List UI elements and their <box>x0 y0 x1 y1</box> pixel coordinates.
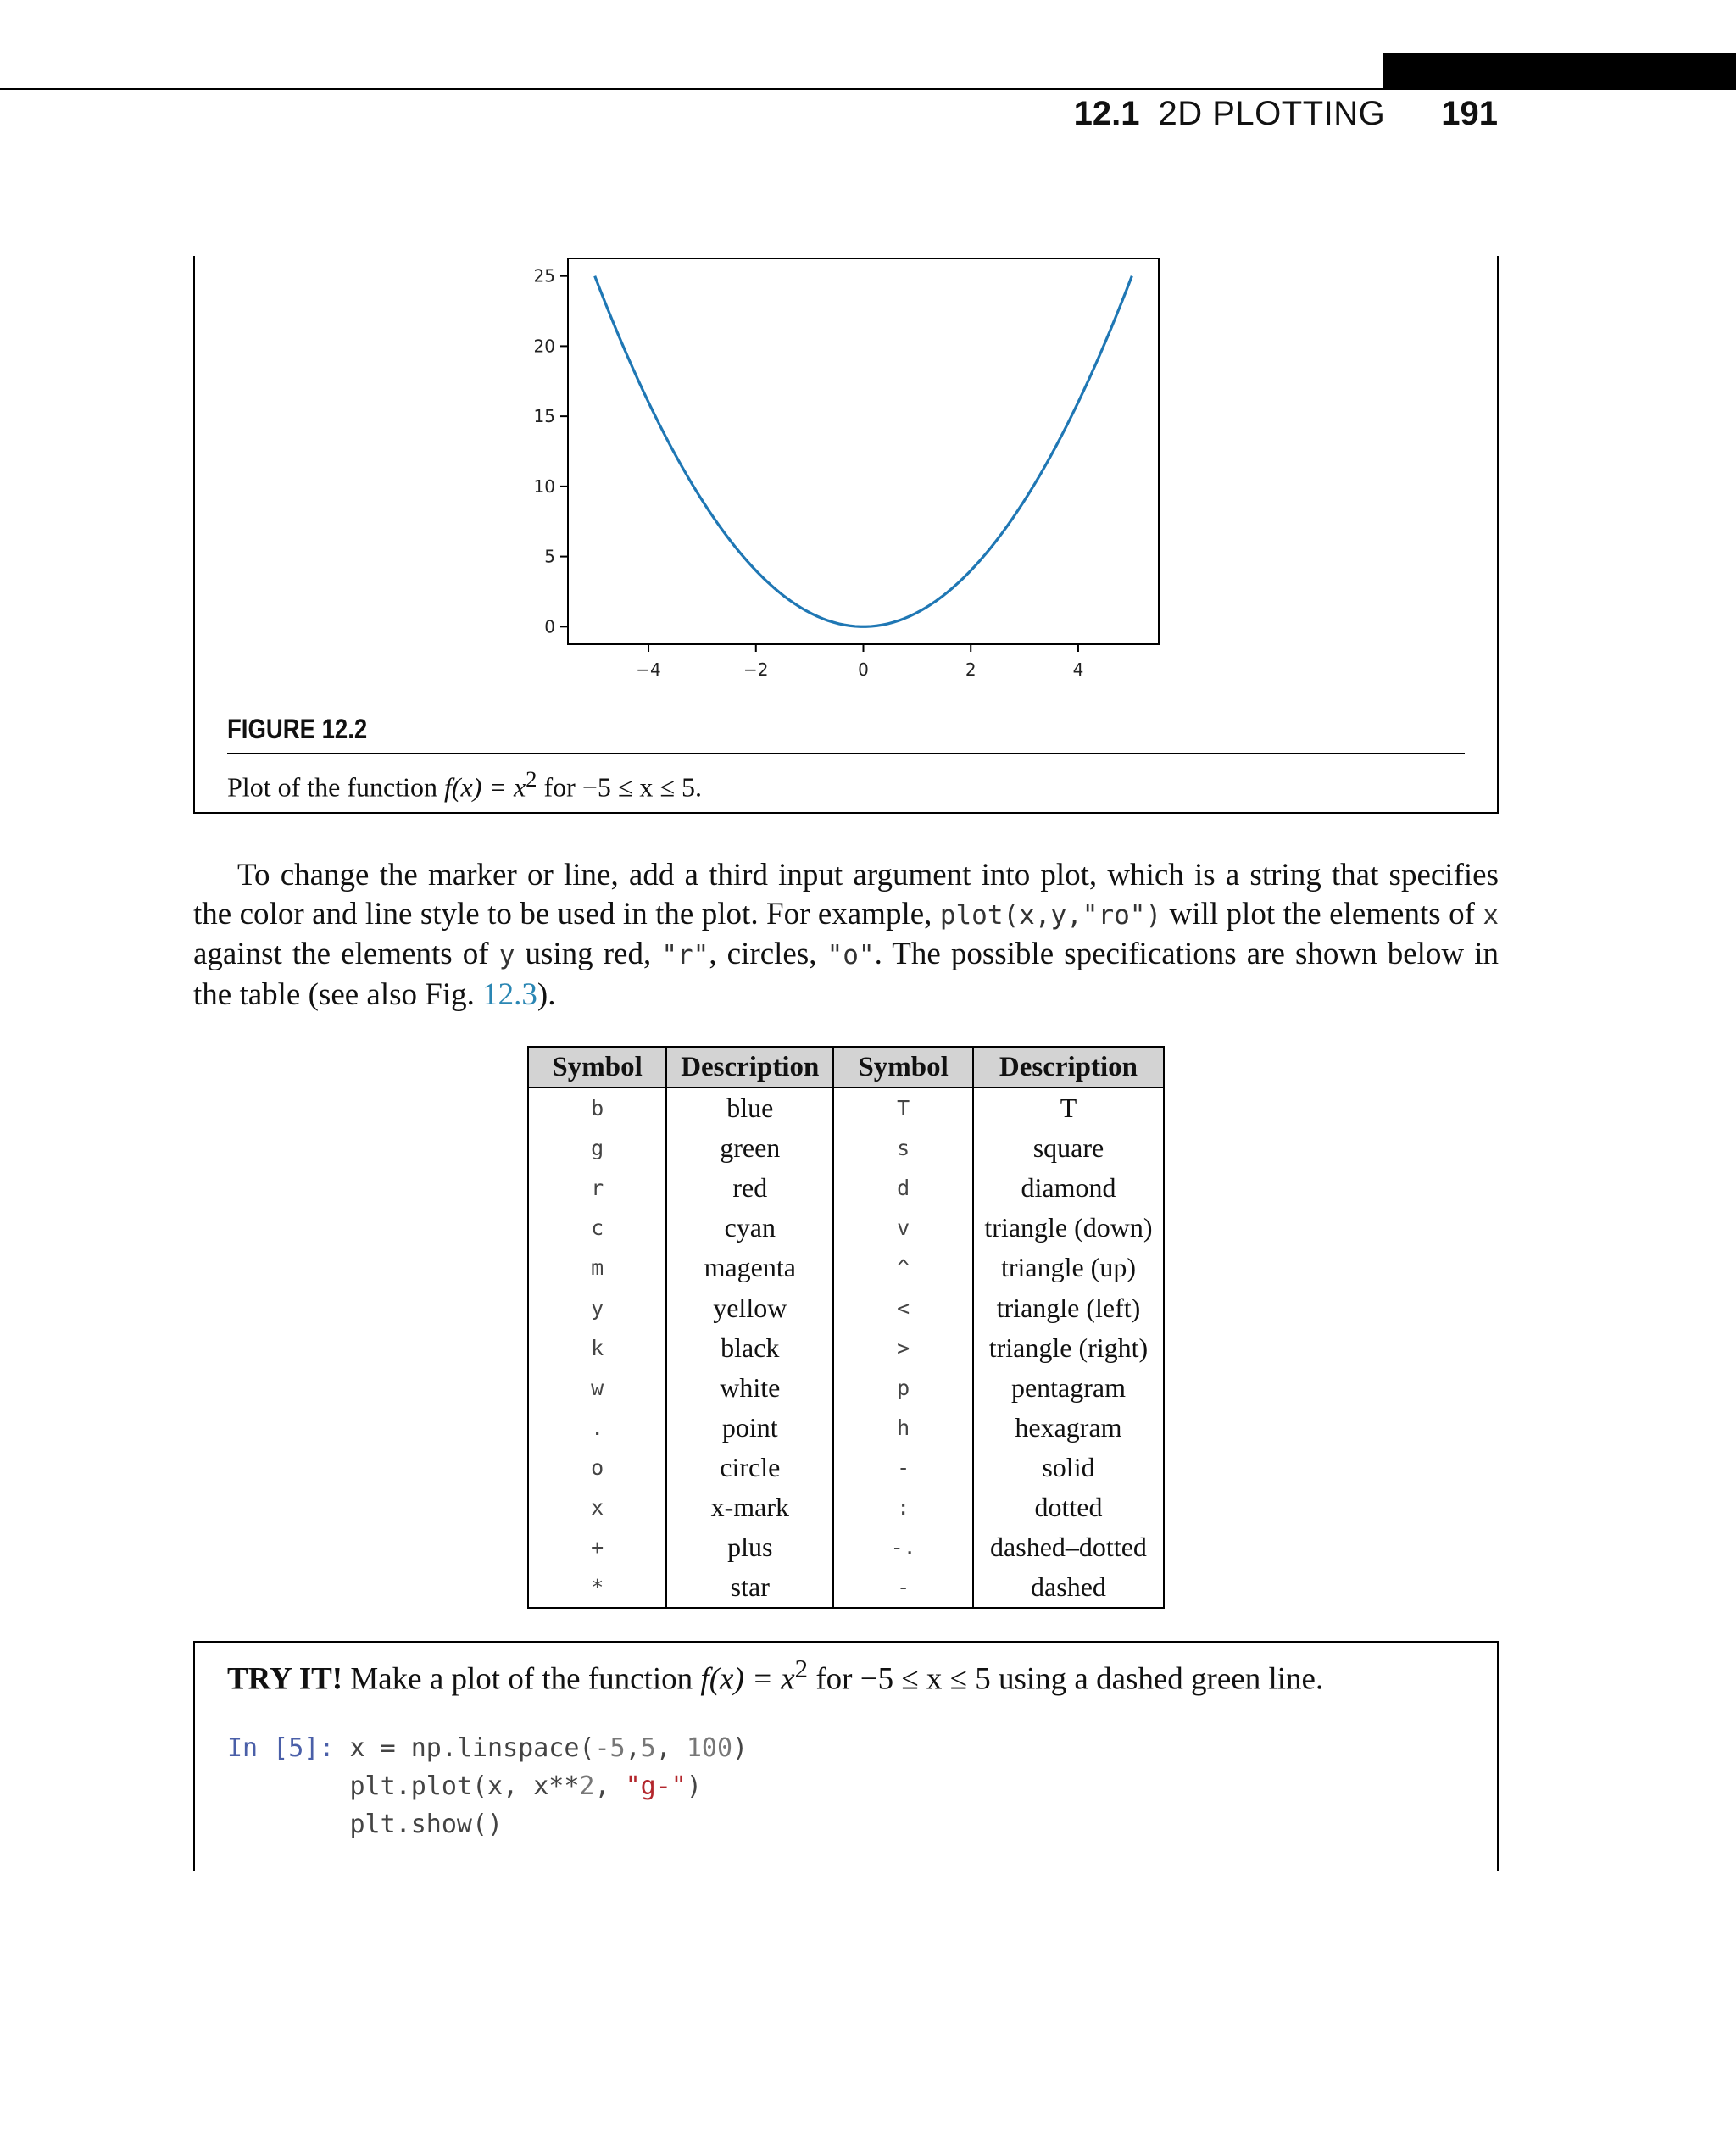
para-text-2: will plot the elements of <box>1161 896 1483 931</box>
table-cell-description: point <box>666 1408 833 1448</box>
table-row <box>528 1087 1164 1128</box>
table-cell-description: dashed <box>973 1567 1164 1608</box>
table-cell-description: triangle (right) <box>973 1328 1164 1368</box>
para-code-r: "r" <box>661 940 709 970</box>
table-cell-description: diamond <box>973 1168 1164 1208</box>
para-code-y: y <box>498 940 515 970</box>
table-row <box>528 1287 1164 1327</box>
table-cell-description: triangle (up) <box>973 1248 1164 1287</box>
code-line1-e: , <box>655 1733 687 1763</box>
table-cell-symbol: T <box>833 1087 973 1128</box>
code-line2-d: "g-" <box>625 1771 687 1801</box>
line-spec-table <box>527 1046 1165 1609</box>
x-tick-label: −2 <box>743 659 769 680</box>
code-line2-b: 2 <box>579 1771 595 1801</box>
try-it-prefix: Make a plot of the function <box>342 1661 701 1697</box>
try-it-box <box>193 1641 1499 1871</box>
table-cell-description: square <box>973 1128 1164 1168</box>
figure-reference-link[interactable]: 12.3 <box>482 976 537 1012</box>
table-cell-symbol: . <box>528 1408 666 1448</box>
table-cell-symbol: : <box>833 1488 973 1527</box>
figure-caption-rule <box>227 753 1465 754</box>
code-block <box>227 1729 748 1843</box>
y-tick-label: 5 <box>544 546 555 567</box>
table-cell-symbol: * <box>528 1567 666 1608</box>
y-tick-label: 0 <box>544 616 555 637</box>
table-row <box>528 1328 1164 1368</box>
table-cell-symbol: ^ <box>833 1248 973 1287</box>
caption-sup: 2 <box>526 766 537 792</box>
series-line-x-squared <box>595 276 1132 627</box>
table-cell-description: blue <box>666 1087 833 1128</box>
para-text-5: , circles, <box>709 937 827 971</box>
table-cell-symbol: v <box>833 1208 973 1248</box>
table-row <box>528 1527 1164 1567</box>
table-cell-symbol: p <box>833 1368 973 1408</box>
para-text-1: To change the marker or line, add a third input argument into plot, which is a string that specifies the color and line style to be used in the plot. For example, <box>193 858 1499 931</box>
table-cell-description: triangle (down) <box>973 1208 1164 1248</box>
table-header-description-1: Description <box>666 1047 833 1087</box>
table-cell-description: pentagram <box>973 1368 1164 1408</box>
table-cell-symbol: w <box>528 1368 666 1408</box>
table-cell-description: x-mark <box>666 1488 833 1527</box>
caption-prefix: Plot of the function <box>227 771 444 803</box>
table-cell-symbol: x <box>528 1488 666 1527</box>
table-cell-description: star <box>666 1567 833 1608</box>
table-header-symbol-2: Symbol <box>833 1047 973 1087</box>
table-cell-description: triangle (left) <box>973 1287 1164 1327</box>
section-number: 12.1 <box>1073 95 1140 132</box>
table-cell-symbol: -. <box>833 1527 973 1567</box>
table-cell-description: cyan <box>666 1208 833 1248</box>
table-cell-symbol: > <box>833 1328 973 1368</box>
table-cell-symbol: m <box>528 1248 666 1287</box>
table-cell-symbol: + <box>528 1527 666 1567</box>
table-cell-description: red <box>666 1168 833 1208</box>
table-cell-symbol: b <box>528 1087 666 1128</box>
table-row <box>528 1208 1164 1248</box>
table-cell-symbol: - <box>833 1448 973 1488</box>
table-row <box>528 1488 1164 1527</box>
table-cell-symbol: g <box>528 1128 666 1168</box>
table-header-symbol-1: Symbol <box>528 1047 666 1087</box>
table-cell-description: white <box>666 1368 833 1408</box>
table-cell-description: black <box>666 1328 833 1368</box>
table-cell-symbol: - <box>833 1567 973 1608</box>
y-tick-label: 10 <box>533 475 555 497</box>
section-title: 2D PLOTTING <box>1158 95 1386 132</box>
table-cell-symbol: h <box>833 1408 973 1448</box>
try-it-label: TRY IT! <box>227 1661 343 1697</box>
table-cell-description: green <box>666 1128 833 1168</box>
code-line2-a: plt.plot(x, x** <box>227 1771 580 1801</box>
table-cell-symbol: k <box>528 1328 666 1368</box>
para-code-o: "o" <box>826 940 875 970</box>
para-code-x: x <box>1483 899 1499 931</box>
y-tick-label: 25 <box>533 265 555 286</box>
try-it-suffix: for −5 ≤ x ≤ 5 using a dashed green line. <box>808 1661 1324 1697</box>
table-cell-symbol: y <box>528 1287 666 1327</box>
try-it-sup: 2 <box>794 1654 809 1683</box>
x-tick-label: 4 <box>1072 659 1084 680</box>
table-header-description-2: Description <box>973 1047 1164 1087</box>
code-line3: plt.show() <box>227 1810 504 1839</box>
code-line1-f: 100 <box>686 1733 733 1763</box>
table-cell-symbol: < <box>833 1287 973 1327</box>
table-cell-description: yellow <box>666 1287 833 1327</box>
table-header-row <box>528 1047 1164 1087</box>
table-cell-symbol: c <box>528 1208 666 1248</box>
code-prompt: In [5]: <box>227 1733 335 1763</box>
table-row <box>528 1128 1164 1168</box>
try-it-text <box>227 1654 1323 1697</box>
table-row <box>528 1408 1164 1448</box>
para-text-6: . The possible specifications are shown below in the table (see also Fig. <box>193 937 1499 1012</box>
table-cell-symbol: s <box>833 1128 973 1168</box>
table-cell-symbol: o <box>528 1448 666 1488</box>
table-cell-symbol: d <box>833 1168 973 1208</box>
table-row <box>528 1248 1164 1287</box>
table-cell-description: circle <box>666 1448 833 1488</box>
table-cell-description: dotted <box>973 1488 1164 1527</box>
figure-label: FIGURE 12.2 <box>227 714 368 744</box>
plot-frame <box>568 259 1159 644</box>
para-text-4: using red, <box>515 937 662 971</box>
code-line1-a: x = np.linspace( <box>334 1733 595 1763</box>
code-line2-c: , <box>594 1771 626 1801</box>
para-text-7: ). <box>537 976 556 1012</box>
code-line1-g: ) <box>732 1733 748 1763</box>
parabola-chart <box>195 256 1500 697</box>
table-cell-description: magenta <box>666 1248 833 1287</box>
para-code-plot: plot(x,y,"ro") <box>939 899 1162 931</box>
table-row <box>528 1168 1164 1208</box>
figure-box <box>193 256 1499 814</box>
running-head <box>1074 95 1498 142</box>
try-it-math: f(x) = x <box>700 1661 795 1697</box>
table-cell-description: dashed–dotted <box>973 1527 1164 1567</box>
table-cell-description: T <box>973 1087 1164 1128</box>
table-cell-symbol: r <box>528 1168 666 1208</box>
figure-caption <box>227 766 702 804</box>
x-tick-label: −4 <box>636 659 661 680</box>
table-cell-description: hexagram <box>973 1408 1164 1448</box>
code-line1-b: -5 <box>594 1733 626 1763</box>
table-row <box>528 1448 1164 1488</box>
para-text-3: against the elements of <box>193 937 499 971</box>
header-rule <box>0 88 1736 90</box>
table-cell-description: plus <box>666 1527 833 1567</box>
x-tick-label: 0 <box>858 659 869 680</box>
code-line1-c: , <box>625 1733 641 1763</box>
x-tick-label: 2 <box>965 659 976 680</box>
header-black-bar <box>1383 53 1736 90</box>
caption-suffix: for −5 ≤ x ≤ 5. <box>537 771 702 803</box>
table-row <box>528 1368 1164 1408</box>
y-tick-label: 15 <box>533 406 555 427</box>
body-paragraph <box>193 856 1499 1014</box>
table-row <box>528 1567 1164 1608</box>
y-tick-label: 20 <box>533 336 555 357</box>
code-line1-d: 5 <box>640 1733 656 1763</box>
caption-math: f(x) = x <box>443 771 526 803</box>
code-line2-e: ) <box>686 1771 702 1801</box>
page-number: 191 <box>1441 95 1498 132</box>
table-cell-description: solid <box>973 1448 1164 1488</box>
